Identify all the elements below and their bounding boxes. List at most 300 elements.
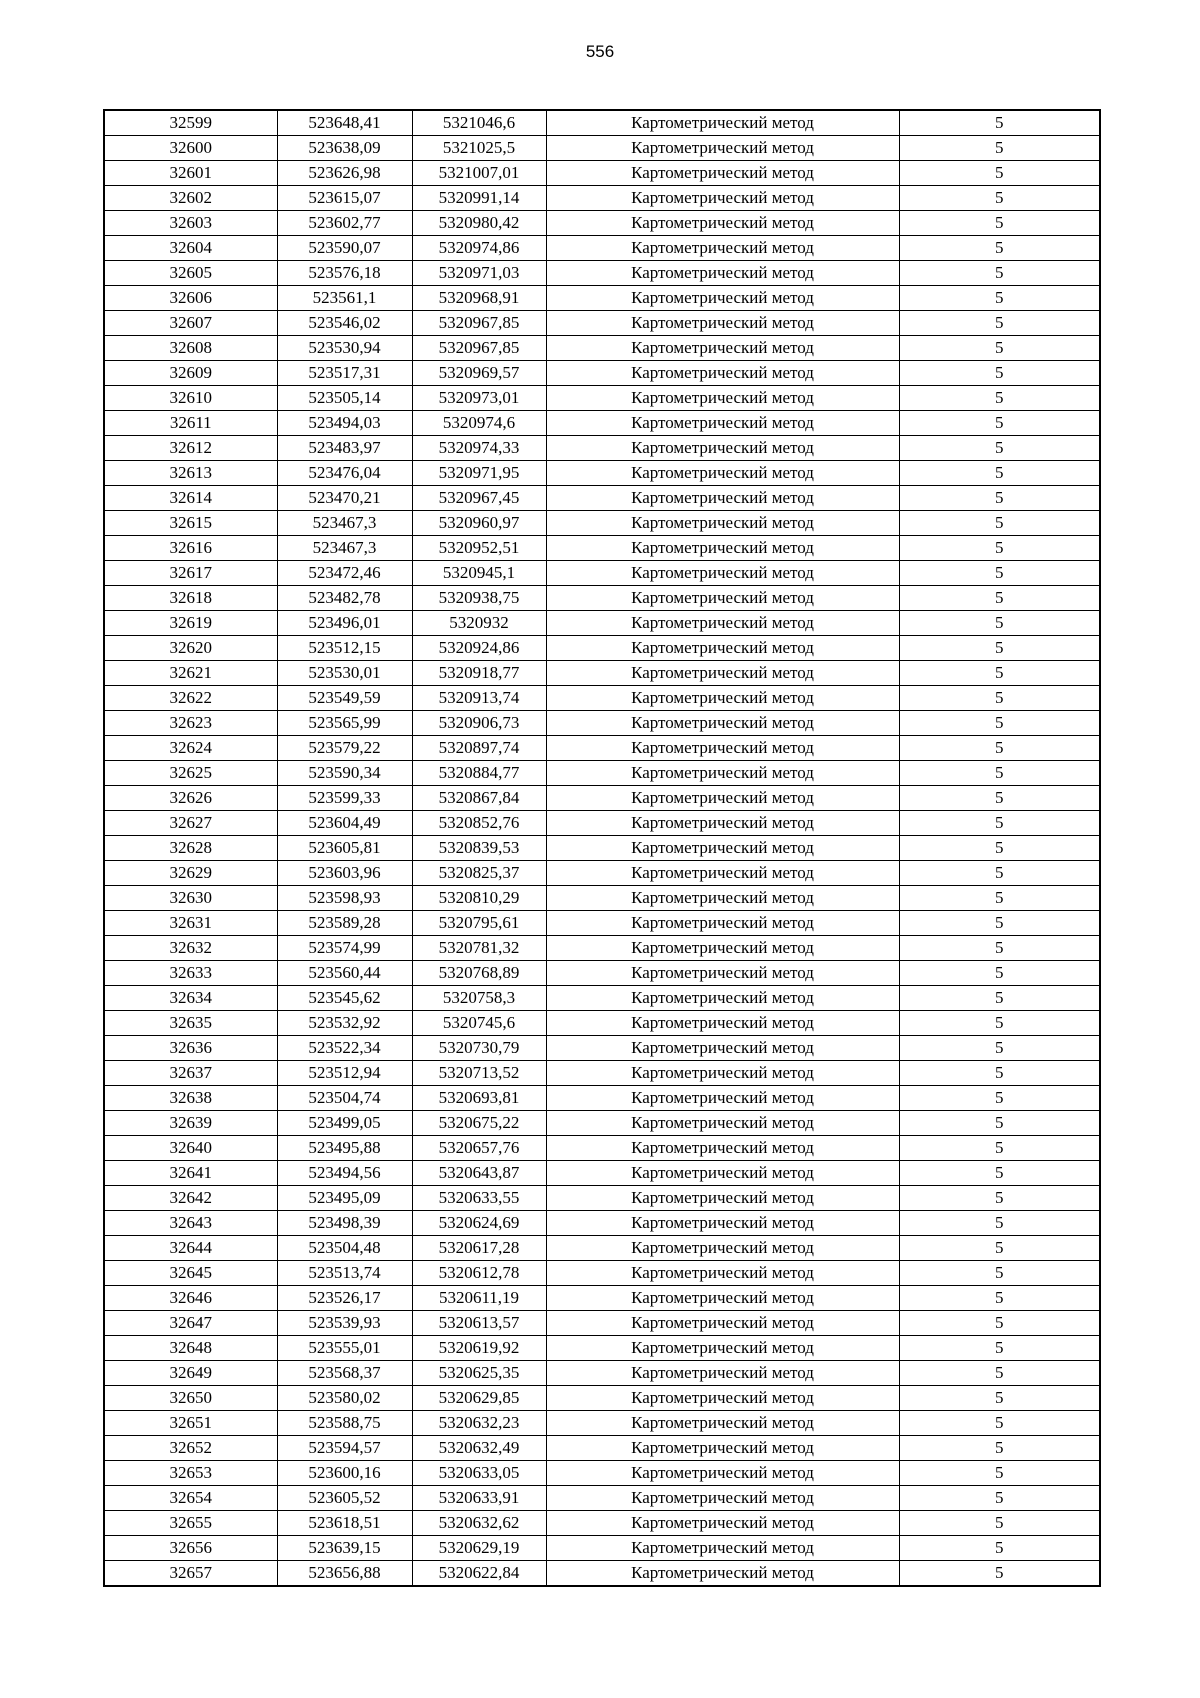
point-number-cell: 32626 <box>104 786 277 811</box>
point-number-cell: 32647 <box>104 1311 277 1336</box>
accuracy-cell: 5 <box>899 1486 1100 1511</box>
y-coordinate-cell: 5320974,86 <box>412 236 546 261</box>
y-coordinate-cell: 5320675,22 <box>412 1111 546 1136</box>
method-cell: Картометрический метод <box>546 611 899 636</box>
point-number-cell: 32639 <box>104 1111 277 1136</box>
y-coordinate-cell: 5321007,01 <box>412 161 546 186</box>
table-row <box>104 1211 1100 1236</box>
point-number-cell: 32632 <box>104 936 277 961</box>
method-cell: Картометрический метод <box>546 261 899 286</box>
table-row <box>104 1186 1100 1211</box>
x-coordinate-cell: 523498,39 <box>277 1211 412 1236</box>
table-row <box>104 1261 1100 1286</box>
method-cell: Картометрический метод <box>546 110 899 136</box>
y-coordinate-cell: 5320643,87 <box>412 1161 546 1186</box>
accuracy-cell: 5 <box>899 736 1100 761</box>
accuracy-cell: 5 <box>899 136 1100 161</box>
point-number-cell: 32656 <box>104 1536 277 1561</box>
point-number-cell: 32615 <box>104 511 277 536</box>
point-number-cell: 32640 <box>104 1136 277 1161</box>
y-coordinate-cell: 5320617,28 <box>412 1236 546 1261</box>
y-coordinate-cell: 5320938,75 <box>412 586 546 611</box>
point-number-cell: 32646 <box>104 1286 277 1311</box>
y-coordinate-cell: 5320632,62 <box>412 1511 546 1536</box>
method-cell: Картометрический метод <box>546 911 899 936</box>
x-coordinate-cell: 523483,97 <box>277 436 412 461</box>
accuracy-cell: 5 <box>899 211 1100 236</box>
y-coordinate-cell: 5320768,89 <box>412 961 546 986</box>
x-coordinate-cell: 523638,09 <box>277 136 412 161</box>
table-row <box>104 1436 1100 1461</box>
x-coordinate-cell: 523590,07 <box>277 236 412 261</box>
y-coordinate-cell: 5320781,32 <box>412 936 546 961</box>
accuracy-cell: 5 <box>899 836 1100 861</box>
x-coordinate-cell: 523626,98 <box>277 161 412 186</box>
method-cell: Картометрический метод <box>546 711 899 736</box>
y-coordinate-cell: 5320758,3 <box>412 986 546 1011</box>
point-number-cell: 32611 <box>104 411 277 436</box>
table-row <box>104 1411 1100 1436</box>
method-cell: Картометрический метод <box>546 886 899 911</box>
point-number-cell: 32604 <box>104 236 277 261</box>
point-number-cell: 32628 <box>104 836 277 861</box>
accuracy-cell: 5 <box>899 1311 1100 1336</box>
coordinates-table-body <box>104 110 1100 1586</box>
x-coordinate-cell: 523565,99 <box>277 711 412 736</box>
method-cell: Картометрический метод <box>546 636 899 661</box>
table-row <box>104 1561 1100 1587</box>
table-row <box>104 811 1100 836</box>
point-number-cell: 32618 <box>104 586 277 611</box>
y-coordinate-cell: 5320629,19 <box>412 1536 546 1561</box>
accuracy-cell: 5 <box>899 511 1100 536</box>
x-coordinate-cell: 523605,52 <box>277 1486 412 1511</box>
method-cell: Картометрический метод <box>546 686 899 711</box>
method-cell: Картометрический метод <box>546 661 899 686</box>
y-coordinate-cell: 5320971,03 <box>412 261 546 286</box>
table-row <box>104 1161 1100 1186</box>
method-cell: Картометрический метод <box>546 586 899 611</box>
point-number-cell: 32650 <box>104 1386 277 1411</box>
x-coordinate-cell: 523522,34 <box>277 1036 412 1061</box>
accuracy-cell: 5 <box>899 861 1100 886</box>
method-cell: Картометрический метод <box>546 786 899 811</box>
method-cell: Картометрический метод <box>546 961 899 986</box>
y-coordinate-cell: 5320973,01 <box>412 386 546 411</box>
table-row <box>104 736 1100 761</box>
method-cell: Картометрический метод <box>546 1011 899 1036</box>
method-cell: Картометрический метод <box>546 1086 899 1111</box>
x-coordinate-cell: 523499,05 <box>277 1111 412 1136</box>
point-number-cell: 32636 <box>104 1036 277 1061</box>
table-row <box>104 1486 1100 1511</box>
x-coordinate-cell: 523545,62 <box>277 986 412 1011</box>
accuracy-cell: 5 <box>899 1511 1100 1536</box>
table-row <box>104 1361 1100 1386</box>
y-coordinate-cell: 5320619,92 <box>412 1336 546 1361</box>
method-cell: Картометрический метод <box>546 486 899 511</box>
x-coordinate-cell: 523648,41 <box>277 110 412 136</box>
y-coordinate-cell: 5320852,76 <box>412 811 546 836</box>
method-cell: Картометрический метод <box>546 936 899 961</box>
x-coordinate-cell: 523561,1 <box>277 286 412 311</box>
point-number-cell: 32634 <box>104 986 277 1011</box>
x-coordinate-cell: 523549,59 <box>277 686 412 711</box>
table-row <box>104 486 1100 511</box>
point-number-cell: 32600 <box>104 136 277 161</box>
point-number-cell: 32635 <box>104 1011 277 1036</box>
table-row <box>104 861 1100 886</box>
method-cell: Картометрический метод <box>546 461 899 486</box>
accuracy-cell: 5 <box>899 886 1100 911</box>
y-coordinate-cell: 5320613,57 <box>412 1311 546 1336</box>
y-coordinate-cell: 5320906,73 <box>412 711 546 736</box>
accuracy-cell: 5 <box>899 711 1100 736</box>
table-row <box>104 986 1100 1011</box>
point-number-cell: 32614 <box>104 486 277 511</box>
x-coordinate-cell: 523589,28 <box>277 911 412 936</box>
method-cell: Картометрический метод <box>546 1061 899 1086</box>
method-cell: Картометрический метод <box>546 236 899 261</box>
method-cell: Картометрический метод <box>546 1211 899 1236</box>
x-coordinate-cell: 523476,04 <box>277 461 412 486</box>
y-coordinate-cell: 5320913,74 <box>412 686 546 711</box>
point-number-cell: 32622 <box>104 686 277 711</box>
y-coordinate-cell: 5320810,29 <box>412 886 546 911</box>
method-cell: Картометрический метод <box>546 1486 899 1511</box>
table-row <box>104 361 1100 386</box>
x-coordinate-cell: 523604,49 <box>277 811 412 836</box>
method-cell: Картометрический метод <box>546 386 899 411</box>
y-coordinate-cell: 5320745,6 <box>412 1011 546 1036</box>
table-row <box>104 1311 1100 1336</box>
point-number-cell: 32605 <box>104 261 277 286</box>
method-cell: Картометрический метод <box>546 986 899 1011</box>
point-number-cell: 32603 <box>104 211 277 236</box>
y-coordinate-cell: 5320730,79 <box>412 1036 546 1061</box>
x-coordinate-cell: 523539,93 <box>277 1311 412 1336</box>
method-cell: Картометрический метод <box>546 536 899 561</box>
table-row <box>104 436 1100 461</box>
table-row <box>104 136 1100 161</box>
table-row <box>104 1511 1100 1536</box>
y-coordinate-cell: 5320897,74 <box>412 736 546 761</box>
point-number-cell: 32608 <box>104 336 277 361</box>
y-coordinate-cell: 5320884,77 <box>412 761 546 786</box>
x-coordinate-cell: 523594,57 <box>277 1436 412 1461</box>
x-coordinate-cell: 523579,22 <box>277 736 412 761</box>
table-row <box>104 561 1100 586</box>
table-row <box>104 786 1100 811</box>
x-coordinate-cell: 523532,92 <box>277 1011 412 1036</box>
method-cell: Картометрический метод <box>546 136 899 161</box>
accuracy-cell: 5 <box>899 286 1100 311</box>
x-coordinate-cell: 523470,21 <box>277 486 412 511</box>
accuracy-cell: 5 <box>899 411 1100 436</box>
method-cell: Картометрический метод <box>546 1361 899 1386</box>
x-coordinate-cell: 523530,01 <box>277 661 412 686</box>
method-cell: Картометрический метод <box>546 1161 899 1186</box>
accuracy-cell: 5 <box>899 1536 1100 1561</box>
table-row <box>104 1011 1100 1036</box>
y-coordinate-cell: 5320945,1 <box>412 561 546 586</box>
y-coordinate-cell: 5320924,86 <box>412 636 546 661</box>
x-coordinate-cell: 523496,01 <box>277 611 412 636</box>
x-coordinate-cell: 523590,34 <box>277 761 412 786</box>
table-row <box>104 911 1100 936</box>
point-number-cell: 32645 <box>104 1261 277 1286</box>
method-cell: Картометрический метод <box>546 1386 899 1411</box>
point-number-cell: 32642 <box>104 1186 277 1211</box>
y-coordinate-cell: 5320693,81 <box>412 1086 546 1111</box>
method-cell: Картометрический метод <box>546 411 899 436</box>
y-coordinate-cell: 5320624,69 <box>412 1211 546 1236</box>
y-coordinate-cell: 5320969,57 <box>412 361 546 386</box>
x-coordinate-cell: 523618,51 <box>277 1511 412 1536</box>
accuracy-cell: 5 <box>899 1286 1100 1311</box>
accuracy-cell: 5 <box>899 461 1100 486</box>
table-row <box>104 1086 1100 1111</box>
y-coordinate-cell: 5320974,6 <box>412 411 546 436</box>
accuracy-cell: 5 <box>899 586 1100 611</box>
point-number-cell: 32629 <box>104 861 277 886</box>
method-cell: Картометрический метод <box>546 286 899 311</box>
x-coordinate-cell: 523603,96 <box>277 861 412 886</box>
method-cell: Картометрический метод <box>546 1561 899 1587</box>
x-coordinate-cell: 523482,78 <box>277 586 412 611</box>
table-row <box>104 1236 1100 1261</box>
method-cell: Картометрический метод <box>546 311 899 336</box>
method-cell: Картометрический метод <box>546 1136 899 1161</box>
point-number-cell: 32625 <box>104 761 277 786</box>
point-number-cell: 32601 <box>104 161 277 186</box>
y-coordinate-cell: 5321046,6 <box>412 110 546 136</box>
y-coordinate-cell: 5320632,23 <box>412 1411 546 1436</box>
point-number-cell: 32633 <box>104 961 277 986</box>
x-coordinate-cell: 523517,31 <box>277 361 412 386</box>
point-number-cell: 32624 <box>104 736 277 761</box>
method-cell: Картометрический метод <box>546 561 899 586</box>
table-row <box>104 336 1100 361</box>
table-row <box>104 936 1100 961</box>
x-coordinate-cell: 523656,88 <box>277 1561 412 1587</box>
table-row <box>104 761 1100 786</box>
table-row <box>104 636 1100 661</box>
table-row <box>104 1286 1100 1311</box>
method-cell: Картометрический метод <box>546 1036 899 1061</box>
point-number-cell: 32610 <box>104 386 277 411</box>
table-row <box>104 110 1100 136</box>
table-row <box>104 261 1100 286</box>
point-number-cell: 32617 <box>104 561 277 586</box>
accuracy-cell: 5 <box>899 1086 1100 1111</box>
accuracy-cell: 5 <box>899 786 1100 811</box>
point-number-cell: 32649 <box>104 1361 277 1386</box>
method-cell: Картометрический метод <box>546 811 899 836</box>
method-cell: Картометрический метод <box>546 761 899 786</box>
x-coordinate-cell: 523505,14 <box>277 386 412 411</box>
accuracy-cell: 5 <box>899 686 1100 711</box>
point-number-cell: 32641 <box>104 1161 277 1186</box>
x-coordinate-cell: 523574,99 <box>277 936 412 961</box>
y-coordinate-cell: 5320633,05 <box>412 1461 546 1486</box>
x-coordinate-cell: 523568,37 <box>277 1361 412 1386</box>
y-coordinate-cell: 5320611,19 <box>412 1286 546 1311</box>
table-row <box>104 661 1100 686</box>
table-row <box>104 386 1100 411</box>
accuracy-cell: 5 <box>899 1111 1100 1136</box>
x-coordinate-cell: 523639,15 <box>277 1536 412 1561</box>
accuracy-cell: 5 <box>899 1386 1100 1411</box>
x-coordinate-cell: 523600,16 <box>277 1461 412 1486</box>
point-number-cell: 32644 <box>104 1236 277 1261</box>
table-row <box>104 1386 1100 1411</box>
table-row <box>104 836 1100 861</box>
x-coordinate-cell: 523605,81 <box>277 836 412 861</box>
method-cell: Картометрический метод <box>546 1411 899 1436</box>
method-cell: Картометрический метод <box>546 511 899 536</box>
accuracy-cell: 5 <box>899 1136 1100 1161</box>
method-cell: Картометрический метод <box>546 1111 899 1136</box>
table-row <box>104 161 1100 186</box>
y-coordinate-cell: 5320952,51 <box>412 536 546 561</box>
table-row <box>104 1461 1100 1486</box>
x-coordinate-cell: 523495,09 <box>277 1186 412 1211</box>
point-number-cell: 32654 <box>104 1486 277 1511</box>
x-coordinate-cell: 523560,44 <box>277 961 412 986</box>
accuracy-cell: 5 <box>899 1336 1100 1361</box>
accuracy-cell: 5 <box>899 536 1100 561</box>
method-cell: Картометрический метод <box>546 1511 899 1536</box>
accuracy-cell: 5 <box>899 761 1100 786</box>
x-coordinate-cell: 523588,75 <box>277 1411 412 1436</box>
point-number-cell: 32613 <box>104 461 277 486</box>
point-number-cell: 32648 <box>104 1336 277 1361</box>
x-coordinate-cell: 523526,17 <box>277 1286 412 1311</box>
y-coordinate-cell: 5321025,5 <box>412 136 546 161</box>
table-row <box>104 1336 1100 1361</box>
table-row <box>104 1061 1100 1086</box>
method-cell: Картометрический метод <box>546 436 899 461</box>
y-coordinate-cell: 5320974,33 <box>412 436 546 461</box>
table-row <box>104 536 1100 561</box>
method-cell: Картометрический метод <box>546 1461 899 1486</box>
accuracy-cell: 5 <box>899 186 1100 211</box>
method-cell: Картометрический метод <box>546 1436 899 1461</box>
y-coordinate-cell: 5320633,91 <box>412 1486 546 1511</box>
accuracy-cell: 5 <box>899 261 1100 286</box>
accuracy-cell: 5 <box>899 1236 1100 1261</box>
method-cell: Картометрический метод <box>546 836 899 861</box>
table-row <box>104 311 1100 336</box>
table-row <box>104 711 1100 736</box>
point-number-cell: 32638 <box>104 1086 277 1111</box>
x-coordinate-cell: 523530,94 <box>277 336 412 361</box>
table-row <box>104 186 1100 211</box>
x-coordinate-cell: 523467,3 <box>277 536 412 561</box>
accuracy-cell: 5 <box>899 436 1100 461</box>
x-coordinate-cell: 523472,46 <box>277 561 412 586</box>
point-number-cell: 32643 <box>104 1211 277 1236</box>
point-number-cell: 32616 <box>104 536 277 561</box>
accuracy-cell: 5 <box>899 236 1100 261</box>
point-number-cell: 32619 <box>104 611 277 636</box>
y-coordinate-cell: 5320622,84 <box>412 1561 546 1587</box>
accuracy-cell: 5 <box>899 1561 1100 1587</box>
accuracy-cell: 5 <box>899 561 1100 586</box>
x-coordinate-cell: 523599,33 <box>277 786 412 811</box>
accuracy-cell: 5 <box>899 1411 1100 1436</box>
y-coordinate-cell: 5320713,52 <box>412 1061 546 1086</box>
x-coordinate-cell: 523494,56 <box>277 1161 412 1186</box>
method-cell: Картометрический метод <box>546 361 899 386</box>
accuracy-cell: 5 <box>899 661 1100 686</box>
method-cell: Картометрический метод <box>546 736 899 761</box>
table-row <box>104 511 1100 536</box>
accuracy-cell: 5 <box>899 986 1100 1011</box>
table-row <box>104 611 1100 636</box>
x-coordinate-cell: 523504,48 <box>277 1236 412 1261</box>
accuracy-cell: 5 <box>899 811 1100 836</box>
y-coordinate-cell: 5320991,14 <box>412 186 546 211</box>
table-row <box>104 411 1100 436</box>
x-coordinate-cell: 523576,18 <box>277 261 412 286</box>
point-number-cell: 32599 <box>104 110 277 136</box>
y-coordinate-cell: 5320980,42 <box>412 211 546 236</box>
coordinates-table <box>103 109 1101 1587</box>
y-coordinate-cell: 5320918,77 <box>412 661 546 686</box>
accuracy-cell: 5 <box>899 1361 1100 1386</box>
y-coordinate-cell: 5320968,91 <box>412 286 546 311</box>
x-coordinate-cell: 523546,02 <box>277 311 412 336</box>
accuracy-cell: 5 <box>899 1461 1100 1486</box>
table-row <box>104 686 1100 711</box>
accuracy-cell: 5 <box>899 1161 1100 1186</box>
y-coordinate-cell: 5320932 <box>412 611 546 636</box>
accuracy-cell: 5 <box>899 1011 1100 1036</box>
table-row <box>104 211 1100 236</box>
point-number-cell: 32606 <box>104 286 277 311</box>
y-coordinate-cell: 5320633,55 <box>412 1186 546 1211</box>
point-number-cell: 32657 <box>104 1561 277 1587</box>
accuracy-cell: 5 <box>899 110 1100 136</box>
y-coordinate-cell: 5320625,35 <box>412 1361 546 1386</box>
table-row <box>104 886 1100 911</box>
accuracy-cell: 5 <box>899 311 1100 336</box>
point-number-cell: 32655 <box>104 1511 277 1536</box>
method-cell: Картометрический метод <box>546 186 899 211</box>
x-coordinate-cell: 523494,03 <box>277 411 412 436</box>
accuracy-cell: 5 <box>899 1211 1100 1236</box>
table-row <box>104 286 1100 311</box>
y-coordinate-cell: 5320825,37 <box>412 861 546 886</box>
method-cell: Картометрический метод <box>546 211 899 236</box>
accuracy-cell: 5 <box>899 1261 1100 1286</box>
y-coordinate-cell: 5320967,85 <box>412 336 546 361</box>
y-coordinate-cell: 5320967,85 <box>412 311 546 336</box>
table-row <box>104 461 1100 486</box>
point-number-cell: 32612 <box>104 436 277 461</box>
method-cell: Картометрический метод <box>546 1311 899 1336</box>
method-cell: Картометрический метод <box>546 1536 899 1561</box>
page-number: 556 <box>585 42 615 61</box>
x-coordinate-cell: 523602,77 <box>277 211 412 236</box>
method-cell: Картометрический метод <box>546 861 899 886</box>
point-number-cell: 32627 <box>104 811 277 836</box>
point-number-cell: 32607 <box>104 311 277 336</box>
method-cell: Картометрический метод <box>546 1261 899 1286</box>
x-coordinate-cell: 523495,88 <box>277 1136 412 1161</box>
